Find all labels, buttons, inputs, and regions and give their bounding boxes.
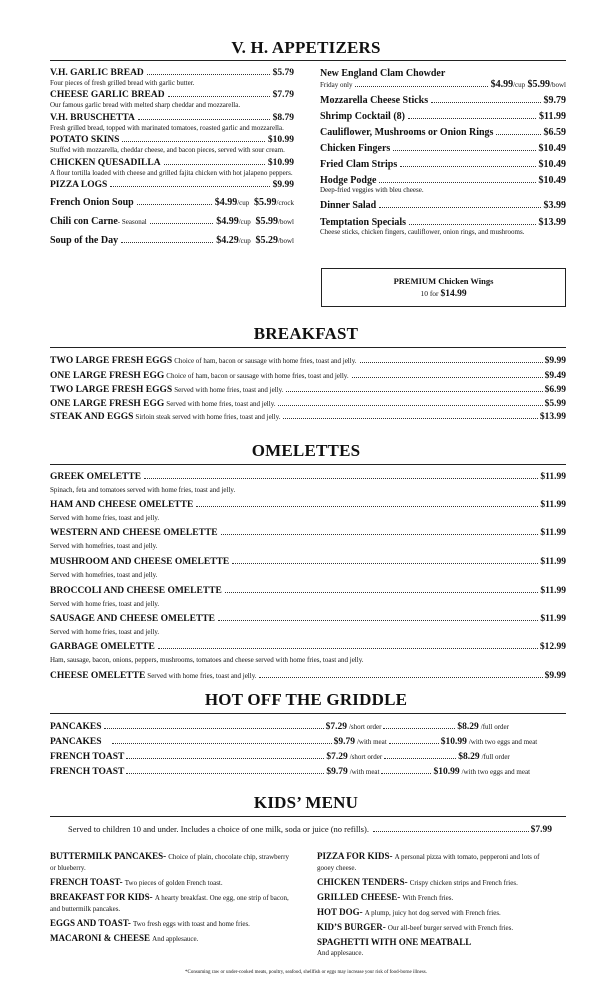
unit-cup: /cup: [238, 237, 251, 246]
breakfast-title: BREAKFAST: [253, 324, 359, 343]
item-price: $3.99: [543, 200, 566, 212]
kids-title: KIDS’ MENU: [253, 793, 359, 812]
omelette-item: [50, 557, 566, 567]
item-desc: A plump, juicy hot dog served with French fries.: [364, 909, 501, 917]
item-name: SAUSAGE AND CHEESE OMELETTE: [50, 614, 215, 624]
price-2: $8.29: [457, 722, 479, 732]
menu-item: [50, 68, 294, 79]
unit-1: /with meat: [349, 768, 380, 776]
item-price: $12.99: [539, 642, 566, 652]
griddle-item: [50, 737, 566, 747]
item-name: V.H. BRUSCHETTA: [50, 112, 135, 123]
unit-bowl: /bowl: [278, 218, 294, 227]
item-desc: And applesauce.: [152, 935, 199, 943]
item-desc: With French fries.: [402, 894, 454, 902]
item-price: $11.99: [539, 111, 566, 122]
item-price: $11.99: [540, 500, 566, 510]
unit-bowl: /bowl: [550, 81, 566, 89]
unit-cup: /cup: [238, 218, 251, 227]
item-name: BREAKFAST FOR KIDS-: [50, 892, 153, 902]
price-1: $9.79: [326, 767, 348, 777]
item-name: BROCCOLI AND CHEESE OMELETTE: [50, 586, 222, 596]
item-name: POTATO SKINS: [50, 135, 120, 146]
item-price: $10.99: [267, 135, 294, 146]
item-desc: Served with homefries, toast and jelly.: [50, 571, 158, 579]
chowder-item: [320, 79, 566, 91]
item-name: CHEESE OMELETTE: [50, 671, 146, 681]
unit-cup: /cup: [513, 81, 526, 89]
item-name: HOT DOG-: [317, 907, 363, 917]
kids-intro-text: Served to children 10 and under. Includes a choice of one milk, soda or juice (no refills).: [68, 824, 369, 834]
menu-item: [50, 158, 294, 169]
breakfast-item: [50, 385, 566, 395]
item-price: $6.59: [543, 127, 566, 138]
kids-right-column: [317, 851, 557, 962]
appetizers-right-column: [320, 68, 566, 240]
item-desc: Crispy chicken strips and French fries.: [409, 879, 518, 887]
menu-item: [320, 175, 566, 186]
kids-item: [50, 851, 290, 873]
item-name: GARBAGE OMELETTE: [50, 642, 155, 652]
item-name: MACARONI & CHEESE: [50, 933, 151, 943]
price-cup: $4.99: [214, 197, 238, 209]
item-desc: Served with home fries, toast and jelly.: [147, 672, 257, 680]
item-name: Shrimp Cocktail (8): [320, 111, 405, 122]
price-2: $10.99: [433, 767, 460, 777]
breakfast-item: [50, 399, 566, 409]
item-desc: Deep-fried veggies with bleu cheese.: [320, 186, 424, 194]
menu-item: [50, 90, 294, 101]
menu-item: [320, 143, 566, 154]
kids-item: [317, 892, 557, 903]
item-price: $11.99: [540, 472, 566, 482]
unit-2: /with two eggs and meat: [461, 768, 531, 776]
item-name: KID’S BURGER-: [317, 922, 386, 932]
item-price: $10.49: [538, 143, 566, 154]
item-name: ONE LARGE FRESH EGG: [50, 399, 165, 409]
unit-1: /with meat: [356, 738, 387, 746]
menu-item: [320, 127, 566, 138]
kids-item: [317, 907, 557, 918]
item-name: Hodge Podge: [320, 175, 377, 186]
item-price: $9.99: [272, 180, 294, 191]
item-desc: Served with home fries, toast and jelly.: [50, 600, 160, 608]
item-desc: Ham, sausage, bacon, onions, peppers, mushrooms, tomatoes and cheese served with home fries, toast and jelly.: [50, 656, 364, 664]
item-name: Dinner Salad: [320, 200, 377, 212]
price-bowl: $5.29: [255, 235, 279, 247]
item-note: - Seasonal: [117, 218, 147, 227]
item-name: CHICKEN QUESADILLA: [50, 157, 161, 168]
kids-item: [317, 922, 557, 933]
price-bowl: $5.99: [255, 216, 279, 228]
item-name: Temptation Specials: [320, 217, 407, 229]
omelette-item: [50, 472, 566, 482]
griddle-item: [50, 767, 566, 777]
unit-1: /short order: [349, 753, 383, 761]
item-name: PIZZA LOGS: [50, 180, 108, 191]
price-2: $8.29: [458, 752, 480, 762]
item-name: WESTERN AND CHEESE OMELETTE: [50, 528, 218, 538]
item-desc: Choice of ham, bacon or sausage with home fries, toast and jelly.: [166, 372, 349, 380]
item-price: $13.99: [538, 217, 566, 229]
omelettes-title: OMELETTES: [251, 441, 361, 460]
item-price: $5.99: [544, 399, 566, 409]
price-1: $7.29: [326, 752, 348, 762]
unit-2: /with two eggs and meat: [468, 738, 538, 746]
item-name: CHICKEN TENDERS-: [317, 877, 408, 887]
unit-cup: /cup: [237, 199, 250, 208]
item-desc: And applesauce.: [317, 949, 364, 957]
item-note: Friday only: [320, 81, 353, 89]
item-price: $11.99: [540, 557, 566, 567]
price-cup: $4.29: [216, 235, 239, 247]
chowder-title: [320, 68, 566, 79]
breakfast-item: [50, 356, 566, 366]
item-desc: Choice of plain, chocolate chip, strawberry or blueberry.: [50, 853, 289, 872]
unit-crock: /crock: [276, 199, 294, 208]
appetizers-rule: [50, 60, 566, 61]
item-name: TWO LARGE FRESH EGGS: [50, 385, 173, 395]
item-name: Chicken Fingers: [320, 143, 391, 154]
item-price: $9.99: [544, 671, 566, 681]
item-desc: Two pieces of golden French toast.: [124, 879, 223, 887]
omelette-item: [50, 586, 566, 596]
item-name: GREEK OMELETTE: [50, 472, 142, 482]
kids-price: $7.99: [530, 825, 552, 835]
wings-price: $14.99: [440, 289, 467, 299]
griddle-item: [50, 722, 566, 732]
item-price: $11.99: [540, 614, 566, 624]
unit-2: /full order: [480, 723, 509, 731]
menu-item: [320, 217, 566, 228]
item-price: $8.79: [272, 112, 294, 123]
kids-item: [50, 918, 290, 929]
price-bowl: $5.99: [527, 79, 551, 90]
item-price: $9.79: [543, 95, 566, 106]
menu-item: [50, 180, 294, 191]
item-price: $6.99: [544, 385, 566, 395]
price-crock: $5.99: [254, 197, 277, 209]
item-name: HAM AND CHEESE OMELETTE: [50, 500, 194, 510]
griddle-rule: [50, 713, 566, 714]
price-cup: $4.99: [490, 79, 514, 90]
item-name: V.H. GARLIC BREAD: [50, 68, 144, 78]
item-name: BUTTERMILK PANCAKES-: [50, 851, 167, 861]
soup-item: [50, 197, 294, 209]
item-name: FRENCH TOAST: [50, 767, 125, 777]
item-price: $13.99: [539, 412, 566, 422]
item-price: $9.99: [544, 356, 566, 366]
menu-item: [320, 200, 566, 211]
item-price: $7.79: [272, 90, 294, 101]
item-desc: Stuffed with mozzarella, cheddar cheese, and bacon pieces, served with sour cream.: [50, 146, 285, 155]
item-name: TWO LARGE FRESH EGGS: [50, 356, 173, 366]
kids-rule: [50, 816, 566, 817]
item-price: $5.79: [272, 68, 294, 78]
soup-item: [50, 235, 294, 247]
item-name: STEAK AND EGGS: [50, 412, 134, 422]
item-name: PANCAKES: [50, 737, 102, 747]
item-price: $9.49: [544, 371, 566, 381]
menu-item: [50, 113, 294, 124]
breakfast-item: [50, 371, 566, 381]
menu-item: [50, 135, 294, 146]
kids-intro: [68, 824, 552, 835]
item-desc: Spinach, feta and tomatoes served with home fries, toast and jelly.: [50, 486, 236, 494]
item-price: $10.99: [267, 157, 294, 168]
omelette-item: [50, 528, 566, 538]
item-desc: Choice of ham, bacon or sausage with home fries, toast and jelly.: [174, 357, 357, 365]
item-desc: Served with homefries, toast and jelly.: [50, 542, 158, 550]
item-desc: Our famous garlic bread with melted sharp cheddar and mozzarella.: [50, 101, 241, 110]
item-desc: Served with home fries, toast and jelly.: [50, 514, 160, 522]
kids-item: [50, 933, 290, 944]
item-name: French Onion Soup: [50, 197, 134, 209]
wings-box: [321, 268, 566, 307]
griddle-title: HOT OFF THE GRIDDLE: [204, 690, 408, 709]
item-desc: Served with home fries, toast and jelly.: [50, 628, 160, 636]
item-name: FRENCH TOAST: [50, 752, 125, 762]
item-name: CHEESE GARLIC BREAD: [50, 90, 165, 101]
unit-2: /full order: [481, 753, 510, 761]
item-name: GRILLED CHEESE-: [317, 892, 401, 902]
item-price: $10.49: [538, 175, 566, 186]
omelette-item: [50, 671, 566, 681]
kids-item: [317, 851, 557, 873]
appetizers-title: V. H. APPETIZERS: [231, 38, 381, 57]
kids-item: [317, 877, 557, 888]
unit-1: /short order: [348, 723, 382, 731]
appetizers-left-column: [50, 68, 294, 247]
item-desc: Cheese sticks, chicken fingers, cauliflower, onion rings, and mushrooms.: [320, 228, 525, 237]
wings-title: PREMIUM Chicken Wings: [393, 276, 494, 286]
omelette-item: [50, 614, 566, 624]
item-desc: A personal pizza with tomato, pepperoni and lots of gooey cheese.: [317, 853, 540, 872]
item-desc: Served with home fries, toast and jelly.: [174, 386, 284, 394]
kids-item: [50, 877, 290, 888]
price-1: $7.29: [325, 722, 347, 732]
item-name: FRENCH TOAST-: [50, 877, 123, 887]
item-desc: Our all-beef burger served with French fries.: [387, 924, 514, 932]
item-name: Chili con Carne: [50, 216, 118, 228]
item-name: New England Clam Chowder: [320, 68, 446, 79]
wings-qty: 10 for: [420, 289, 439, 298]
menu-item: [320, 95, 566, 106]
item-name: SPAGHETTI WITH ONE MEATBALL: [317, 937, 472, 947]
item-name: MUSHROOM AND CHEESE OMELETTE: [50, 557, 230, 567]
price-2: $10.99: [440, 737, 467, 747]
item-name: Fried Clam Strips: [320, 159, 398, 170]
griddle-item: [50, 752, 566, 762]
item-name: PIZZA FOR KIDS-: [317, 851, 393, 861]
footnote: *Consuming raw or under-cooked meats, poultry, seafood, shellfish or eggs may increase your risk of food-borne illness.: [184, 970, 428, 975]
omelettes-rule: [50, 464, 566, 465]
price-cup: $4.99: [216, 216, 239, 228]
menu-item: [320, 159, 566, 170]
item-desc: Two fresh eggs with toast and home fries.: [133, 920, 250, 928]
kids-item: [50, 892, 290, 914]
kids-left-column: [50, 851, 290, 948]
item-desc: Sirloin steak served with home fries, toast and jelly.: [135, 413, 281, 421]
item-desc: Fresh grilled bread, topped with marinated tomatoes, roasted garlic and mozzarella.: [50, 123, 284, 132]
item-name: Cauliflower, Mushrooms or Onion Rings: [320, 127, 494, 138]
kids-item: [317, 937, 557, 958]
menu-item: [320, 111, 566, 122]
item-name: PANCAKES: [50, 722, 102, 732]
price-1: $9.79: [333, 737, 355, 747]
item-desc: Served with home fries, toast and jelly.: [166, 400, 276, 408]
breakfast-rule: [50, 347, 566, 348]
item-price: $11.99: [540, 528, 566, 538]
omelette-item: [50, 642, 566, 652]
item-name: ONE LARGE FRESH EGG: [50, 371, 165, 381]
item-name: Mozzarella Cheese Sticks: [320, 95, 429, 106]
soup-item: [50, 216, 294, 228]
item-price: $10.49: [538, 159, 566, 170]
item-name: Soup of the Day: [50, 235, 119, 247]
item-desc: A flour tortilla loaded with cheese and grilled fajita chicken with hot jalapeno peppers.: [50, 168, 293, 177]
item-desc: Four pieces of fresh grilled bread with garlic butter.: [50, 79, 195, 87]
item-price: $11.99: [540, 586, 566, 596]
item-name: EGGS AND TOAST-: [50, 918, 131, 928]
wings-offer: [322, 289, 565, 299]
breakfast-item: [50, 412, 566, 422]
omelette-item: [50, 500, 566, 510]
unit-bowl: /bowl: [278, 237, 294, 246]
item-desc: A hearty breakfast. One egg, one strip of bacon, and buttermilk pancakes.: [50, 894, 289, 913]
